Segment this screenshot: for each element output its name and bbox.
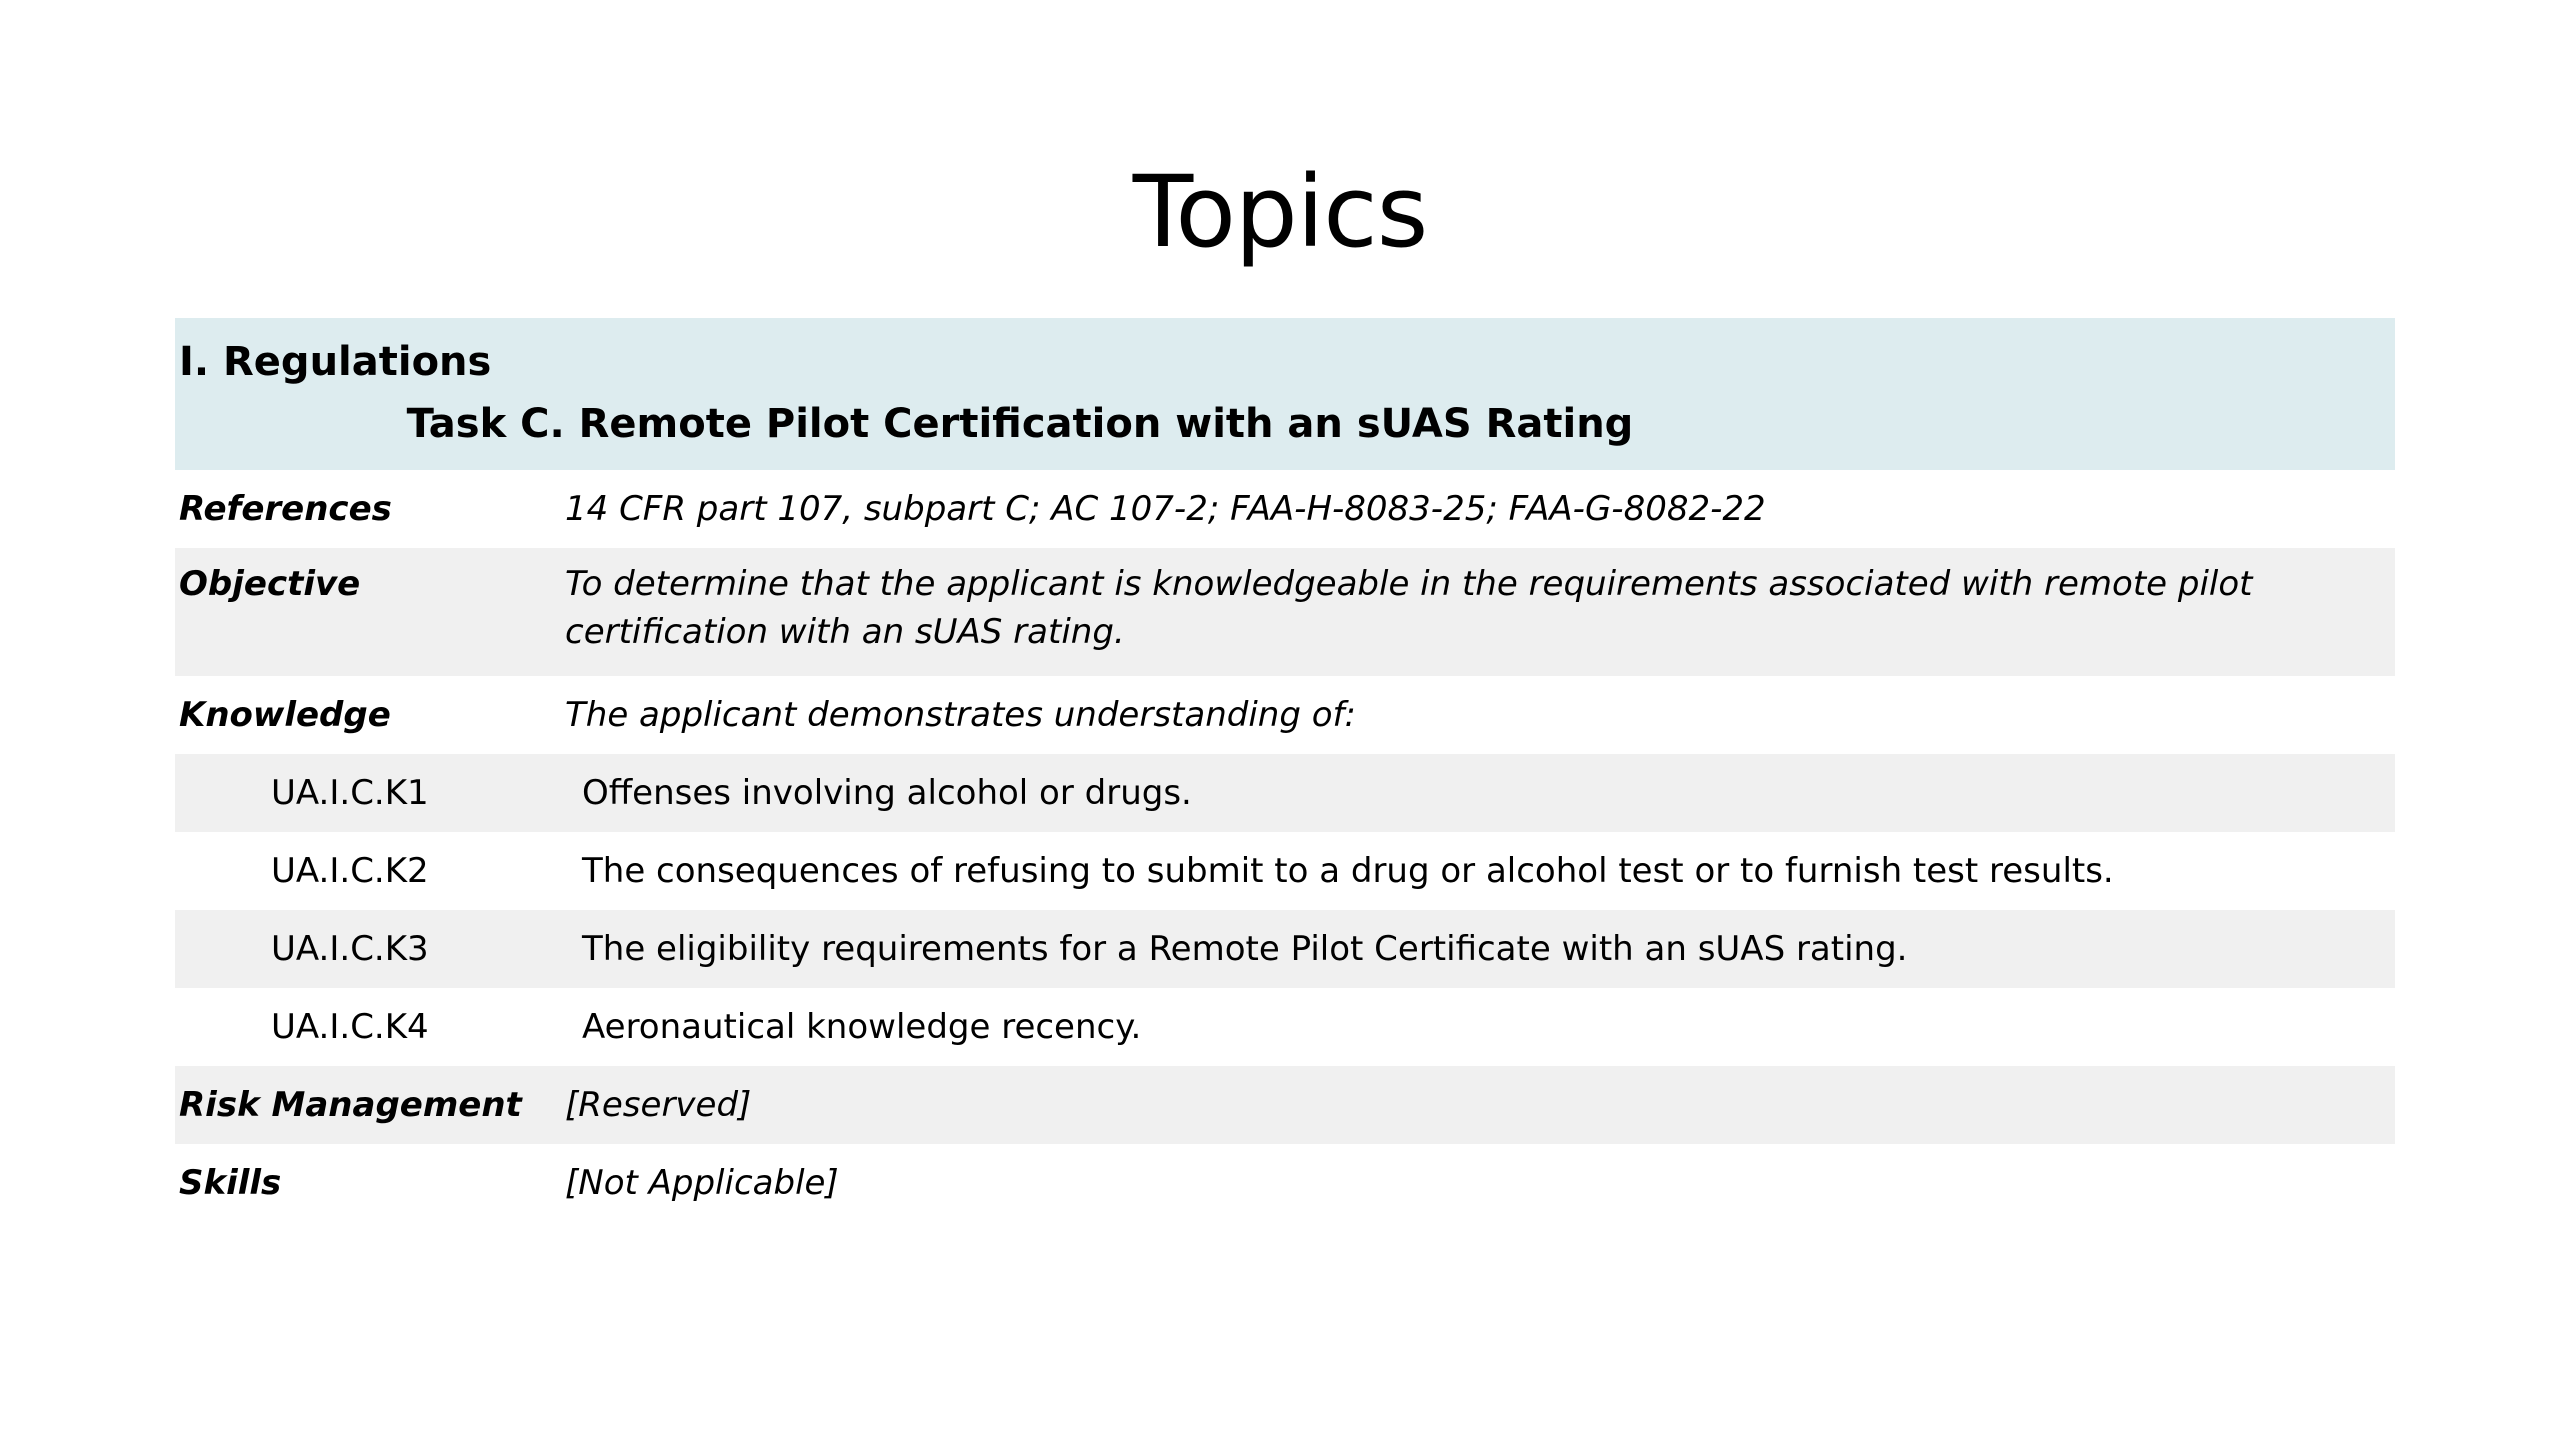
knowledge-code: UA.I.C.K4 <box>271 1007 429 1047</box>
row-value: [Not Applicable] <box>565 1163 839 1203</box>
knowledge-text: The eligibility requirements for a Remote Pilot Certificate with an sUAS rating. <box>582 929 1908 969</box>
knowledge-code: UA.I.C.K1 <box>271 773 429 813</box>
row-value: [Reserved] <box>565 1085 752 1125</box>
references-row <box>175 470 2395 548</box>
knowledge-text: Offenses involving alcohol or drugs. <box>582 773 1192 813</box>
row-label: Objective <box>179 564 361 604</box>
knowledge-text: Aeronautical knowledge recency. <box>582 1007 1142 1047</box>
knowledge-text: The consequences of refusing to submit to a drug or alcohol test or to furnish test results. <box>582 851 2114 891</box>
row-label: References <box>179 489 392 529</box>
table-header <box>175 318 2395 470</box>
row-label: Knowledge <box>179 695 391 735</box>
knowledge-item-row <box>175 910 2395 988</box>
row-label: Skills <box>179 1163 282 1203</box>
row-value: To determine that the applicant is knowledgeable in the requirements associated with remote pilot certification with an sUAS rating. <box>565 564 2253 652</box>
knowledge-row <box>175 676 2395 754</box>
row-value: 14 CFR part 107, subpart C; AC 107-2; FAA-H-8083-25; FAA-G-8082-22 <box>565 489 1766 529</box>
acs-task-table <box>175 318 2395 1222</box>
area-of-operation-label: I. Regulations <box>179 339 492 385</box>
knowledge-item-row <box>175 832 2395 910</box>
objective-row <box>175 548 2395 676</box>
skills-row <box>175 1144 2395 1222</box>
risk-management-row <box>175 1066 2395 1144</box>
knowledge-code: UA.I.C.K3 <box>271 929 429 969</box>
row-label: Risk Management <box>179 1085 522 1125</box>
slide-title: Topics <box>1132 155 1428 270</box>
knowledge-item-row <box>175 988 2395 1066</box>
knowledge-code: UA.I.C.K2 <box>271 851 429 891</box>
task-title: Task C. Remote Pilot Certification with an sUAS Rating <box>406 401 1634 447</box>
knowledge-item-row <box>175 754 2395 832</box>
row-value: The applicant demonstrates understanding of: <box>565 695 1356 735</box>
